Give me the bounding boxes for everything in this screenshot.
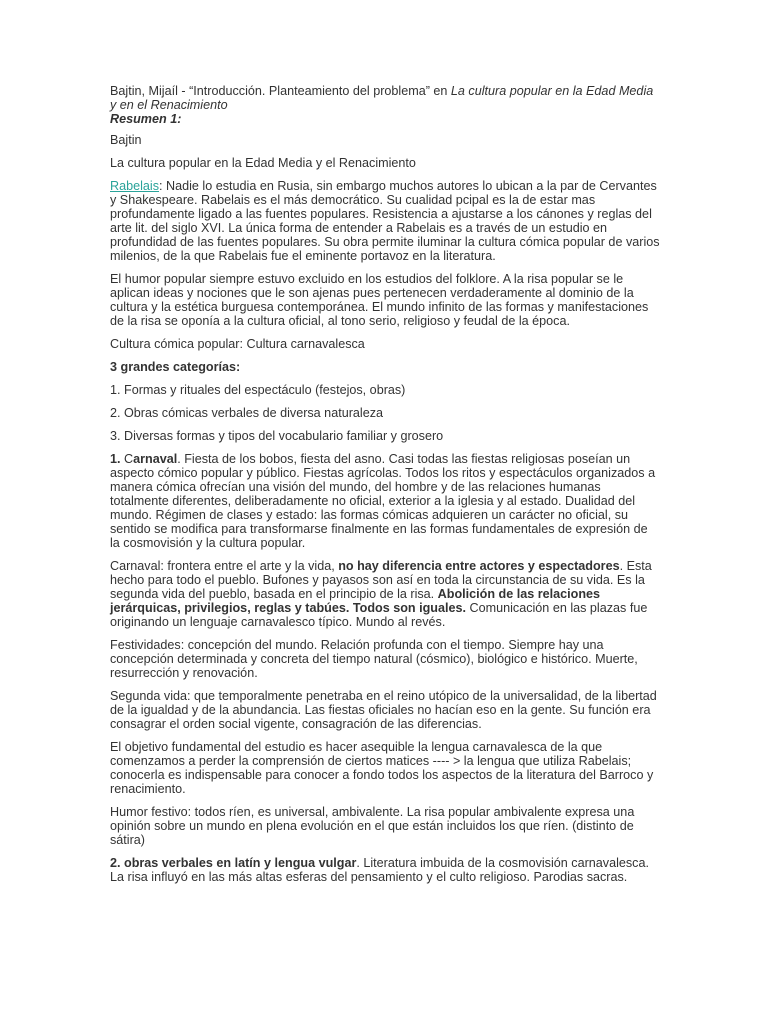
- carnaval-paragraph: [110, 452, 660, 550]
- carnaval-heading: arnaval: [133, 452, 178, 466]
- category-item-2: 2. Obras cómicas verbales de diversa naturaleza: [110, 406, 383, 420]
- obras-text: . Literatura imbuida de la cosmovisión carnavalesca. La risa influyó en las más altas esferas del pensamiento y el culto religioso. Parodias sacras.: [110, 856, 649, 884]
- book-title-paragraph: La cultura popular en la Edad Media y el Renacimiento: [110, 156, 416, 170]
- humor-paragraph: El humor popular siempre estuvo excluido en los estudios del folklore. A la risa popular se le aplican ideas y nociones que le son ajenas pues pertenecen verdaderamente al dominio de la cultura y la estética burguesa contemporánea. El mundo infinito de las formas y manifestaciones de la risa se oponía a la cultura oficial, al tono serio, religioso y feudal de la época.: [110, 272, 649, 328]
- categories-heading: 3 grandes categorías:: [110, 360, 241, 374]
- humor-festivo-paragraph: Humor festivo: todos ríen, es universal, ambivalente. La risa popular ambivalente expresa una opinión sobre un mundo en plena evolución en el que están incluidos los que ríen. (distinto de sátira): [110, 805, 635, 847]
- frontera-text-2: . Esta hecho para todo el pueblo. Bufones y payasos son así en toda la circunstancia de su vida. Es la segunda vida del pueblo, basada en el principio de la risa.: [110, 559, 652, 601]
- summary-label: Resumen 1:: [110, 112, 182, 126]
- document-page: [110, 84, 660, 893]
- cultura-paragraph: Cultura cómica popular: Cultura carnavalesca: [110, 337, 365, 351]
- obras-paragraph: [110, 856, 660, 884]
- citation-text: Bajtin, Mijaíl - “Introducción. Planteamiento del problema” en: [110, 84, 451, 98]
- author-paragraph: Bajtin: [110, 133, 142, 147]
- carnaval-initial: C: [124, 452, 134, 466]
- citation-header: [110, 84, 660, 126]
- segunda-vida-paragraph: Segunda vida: que temporalmente penetraba en el reino utópico de la universalidad, de la libertad de la igualdad y de la abundancia. Las fiestas oficiales no hacían eso en la gente. Su función era consagrar el orden social vigente, consagración de las diferencias.: [110, 689, 657, 731]
- frontera-bold-1: no hay diferencia entre actores y espectadores: [338, 559, 620, 573]
- festividades-paragraph: Festividades: concepción del mundo. Relación profunda con el tiempo. Siempre hay una concepción determinada y concreta del tiempo natural (cósmico), biológico e histórico. Muerte, resurrección y renovación.: [110, 638, 638, 680]
- frontera-bold-2: Abolición de las relaciones jerárquicas, privilegios, reglas y tabúes. Todos son iguales.: [110, 587, 601, 615]
- carnaval-text: . Fiesta de los bobos, fiesta del asno. Casi todas las fiestas religiosas poseían un aspecto cómico popular y público. Fiestas agrícolas. Todos los ritos y espectáculos organizados a manera cómica ofrecían una visión del mundo, del hombre y de las relaciones humanas totalmente diferentes, deliberadamente no oficial, exterior a la iglesia y al estado. Dualidad del mundo. Régimen de clases y estado: las formas cómicas adquieren un carácter no oficial, su sentido se modifica para transformarse finalmente en las formas fundamentales de expresión de la cosmovisión y la cultura popular.: [110, 452, 656, 550]
- category-item-3: 3. Diversas formas y tipos del vocabulario familiar y grosero: [110, 429, 444, 443]
- category-item-1: 1. Formas y rituales del espectáculo (festejos, obras): [110, 383, 406, 397]
- citation-book-title: La cultura popular en la Edad Media y en el Renacimiento: [110, 84, 654, 112]
- rabelais-link[interactable]: Rabelais: [110, 179, 160, 193]
- frontera-text-1: Carnaval: frontera entre el arte y la vida,: [110, 559, 339, 573]
- carnaval-number: 1.: [110, 452, 125, 466]
- objetivo-paragraph: El objetivo fundamental del estudio es hacer asequible la lengua carnavalesca de la que comenzamos a perder la comprensión de ciertos matices ---- > la lengua que utiliza Rabelais; conocerla es indispensable para conocer a fondo todos los aspectos de la literatura del Barroco y renacimiento.: [110, 740, 654, 796]
- frontera-text-3: Comunicación en las plazas fue originando un lenguaje carnavalesco típico. Mundo al revés.: [110, 601, 648, 629]
- rabelais-text: : Nadie lo estudia en Rusia, sin embargo muchos autores lo ubican a la par de Cervantes y Shakespeare. Rabelais es el más democrático. Su cualidad pcipal es la de estar mas profundamente ligado a las fuentes populares. Resistencia a ajustarse a los cánones y reglas del arte lit. del siglo XVI. La única forma de entender a Rabelais es a través de un estudio en profundidad de las fuentes populares. Su obra permite iluminar la cultura cómica popular de varios milenios, de la que Rabelais fue el eminente portavoz en la literatura.: [110, 179, 660, 263]
- rabelais-paragraph: [110, 179, 660, 263]
- frontera-paragraph: [110, 559, 660, 629]
- obras-heading: 2. obras verbales en latín y lengua vulgar: [110, 856, 357, 870]
